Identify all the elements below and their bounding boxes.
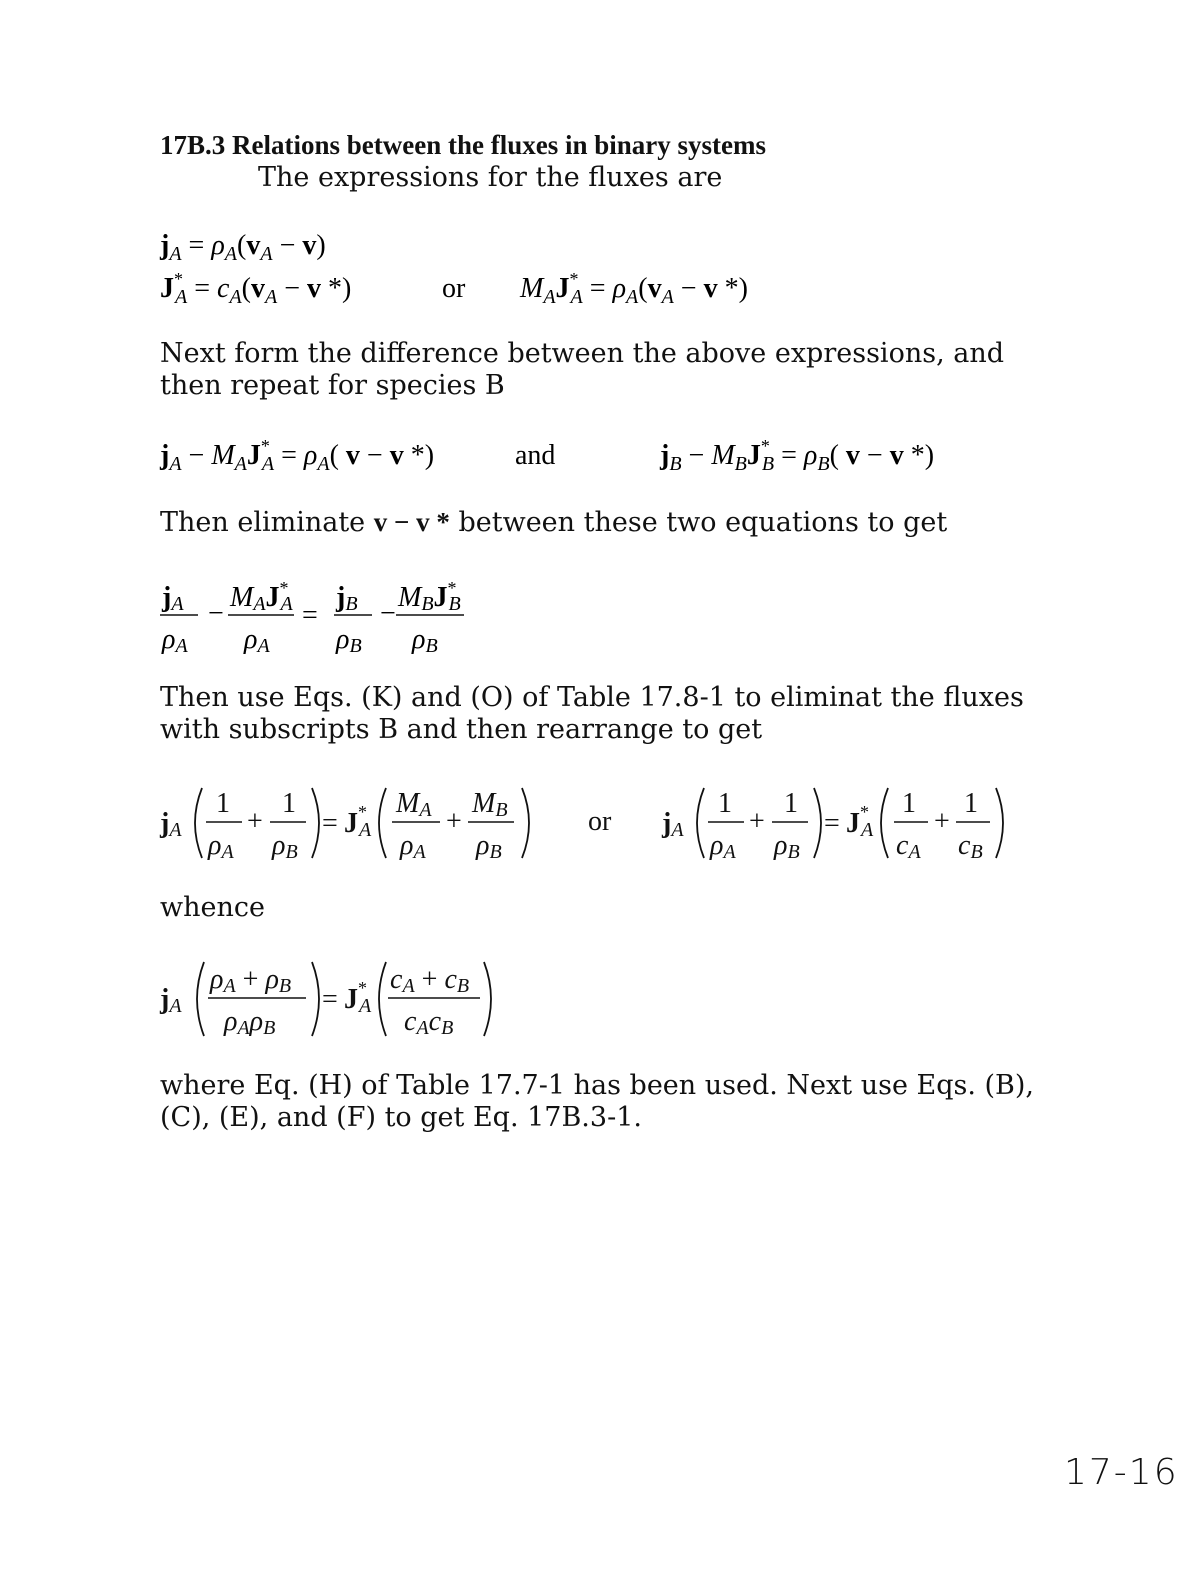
intro-text: The expressions for the fluxes are [258, 162, 723, 193]
paragraph-conclusion: where Eq. (H) of Table 17.7-1 has been used. Next use Eqs. (B), (C), (E), and (F) to get Eq. 17B.3-1. [160, 1070, 1035, 1133]
svg-text:jA: jA [162, 582, 184, 615]
svg-text:J*A: J* A [846, 802, 874, 841]
svg-text:jB − MBJ*B = ρB( v − v *): $j_B - M_BJ^*$ $B = \rho_B$( v − v *) [660, 436, 935, 475]
svg-text:1: 1 [718, 788, 732, 819]
connective-or-1: or [442, 273, 466, 304]
svg-text:=: = [824, 808, 840, 839]
page-number: 17-16 [1064, 1452, 1179, 1493]
svg-text:jB: jB [336, 582, 358, 615]
svg-text:=: = [302, 600, 318, 631]
svg-text:J*A: J* A [344, 978, 372, 1017]
svg-text:+: + [247, 806, 263, 837]
svg-text:ρB: ρB [476, 830, 502, 863]
svg-text:+: + [934, 806, 950, 837]
paragraph-difference: Next form the difference between the above expressions, and then repeat for species B [160, 338, 1005, 401]
svg-text:cB: cB [958, 830, 983, 863]
equation-rearranged [150, 778, 1030, 868]
paragraph-whence: whence [160, 892, 265, 923]
svg-text:ρA + ρB: ρA + ρB [210, 964, 292, 997]
svg-text:ρA: ρA [710, 830, 736, 863]
svg-text:jA: jA [160, 984, 182, 1017]
section-title: Relations between the fluxes in binary systems [232, 130, 767, 160]
svg-text:1: 1 [784, 788, 798, 819]
paragraph-eliminate: Then eliminate v − v * between these two equations to get [160, 507, 948, 538]
connective-and: and [515, 440, 556, 471]
svg-text:−: − [380, 598, 396, 629]
svg-text:1: 1 [902, 788, 916, 819]
equation-flux-definitions [150, 222, 850, 312]
svg-text:−: − [208, 598, 224, 629]
svg-text:+: + [749, 806, 765, 837]
svg-text:=: = [322, 808, 338, 839]
svg-text:MAJ*A = ρA(vA − v *): $M_AJ^*$ $A = \rho_A(v_A - v$ *) [520, 269, 748, 308]
svg-text:ρAρB: ρAρB [224, 1006, 276, 1039]
equation-eliminated [150, 570, 510, 660]
svg-text:J*A = cA(vA − v *): J* $A = c_A(v_A - v$ *) [160, 269, 352, 308]
svg-text:jA: jA [160, 808, 182, 841]
svg-text:1: 1 [282, 788, 296, 819]
svg-text:cAcB: cAcB [404, 1006, 454, 1039]
equation-whence [150, 954, 530, 1044]
svg-text:jA − MAJ*A = ρA( v − v *): $j_A - M_AJ^*$ $A = \rho_A$( v − v *) [160, 436, 435, 475]
svg-text:1: 1 [964, 788, 978, 819]
svg-text:ρB: ρB [412, 624, 438, 657]
section-number: 17B.3 [160, 130, 226, 160]
equation-differences [150, 432, 970, 482]
svg-text:MAJ*A: MAJ* A [230, 578, 293, 615]
svg-text:MB: MB [472, 788, 508, 821]
svg-text:cA + cB: cA + cB [390, 964, 470, 997]
svg-text:jA: jA [662, 808, 684, 841]
svg-text:ρB: ρB [774, 830, 800, 863]
svg-text:cA: cA [896, 830, 921, 863]
svg-text:ρB: ρB [336, 624, 362, 657]
svg-text:jA = ρA(vA − v): $j_A = \rho_A(v_A - v)$ [160, 230, 326, 265]
connective-or-2: or [588, 806, 612, 837]
paragraph-table-eqs: Then use Eqs. (K) and (O) of Table 17.8-1 to eliminat the fluxes with subscripts B and then rearrange to get [160, 682, 1024, 745]
svg-text:ρB: ρB [272, 830, 298, 863]
svg-text:ρA: ρA [162, 624, 188, 657]
svg-text:J*A: J* A [344, 802, 372, 841]
svg-text:ρA: ρA [208, 830, 234, 863]
svg-text:MA: MA [396, 788, 432, 821]
svg-text:ρA: ρA [400, 830, 426, 863]
svg-text:=: = [322, 984, 338, 1015]
section-heading [160, 130, 766, 161]
svg-text:+: + [446, 806, 462, 837]
svg-text:1: 1 [216, 788, 230, 819]
svg-text:ρA: ρA [244, 624, 270, 657]
svg-text:MBJ*B: MBJ* B [398, 578, 461, 615]
